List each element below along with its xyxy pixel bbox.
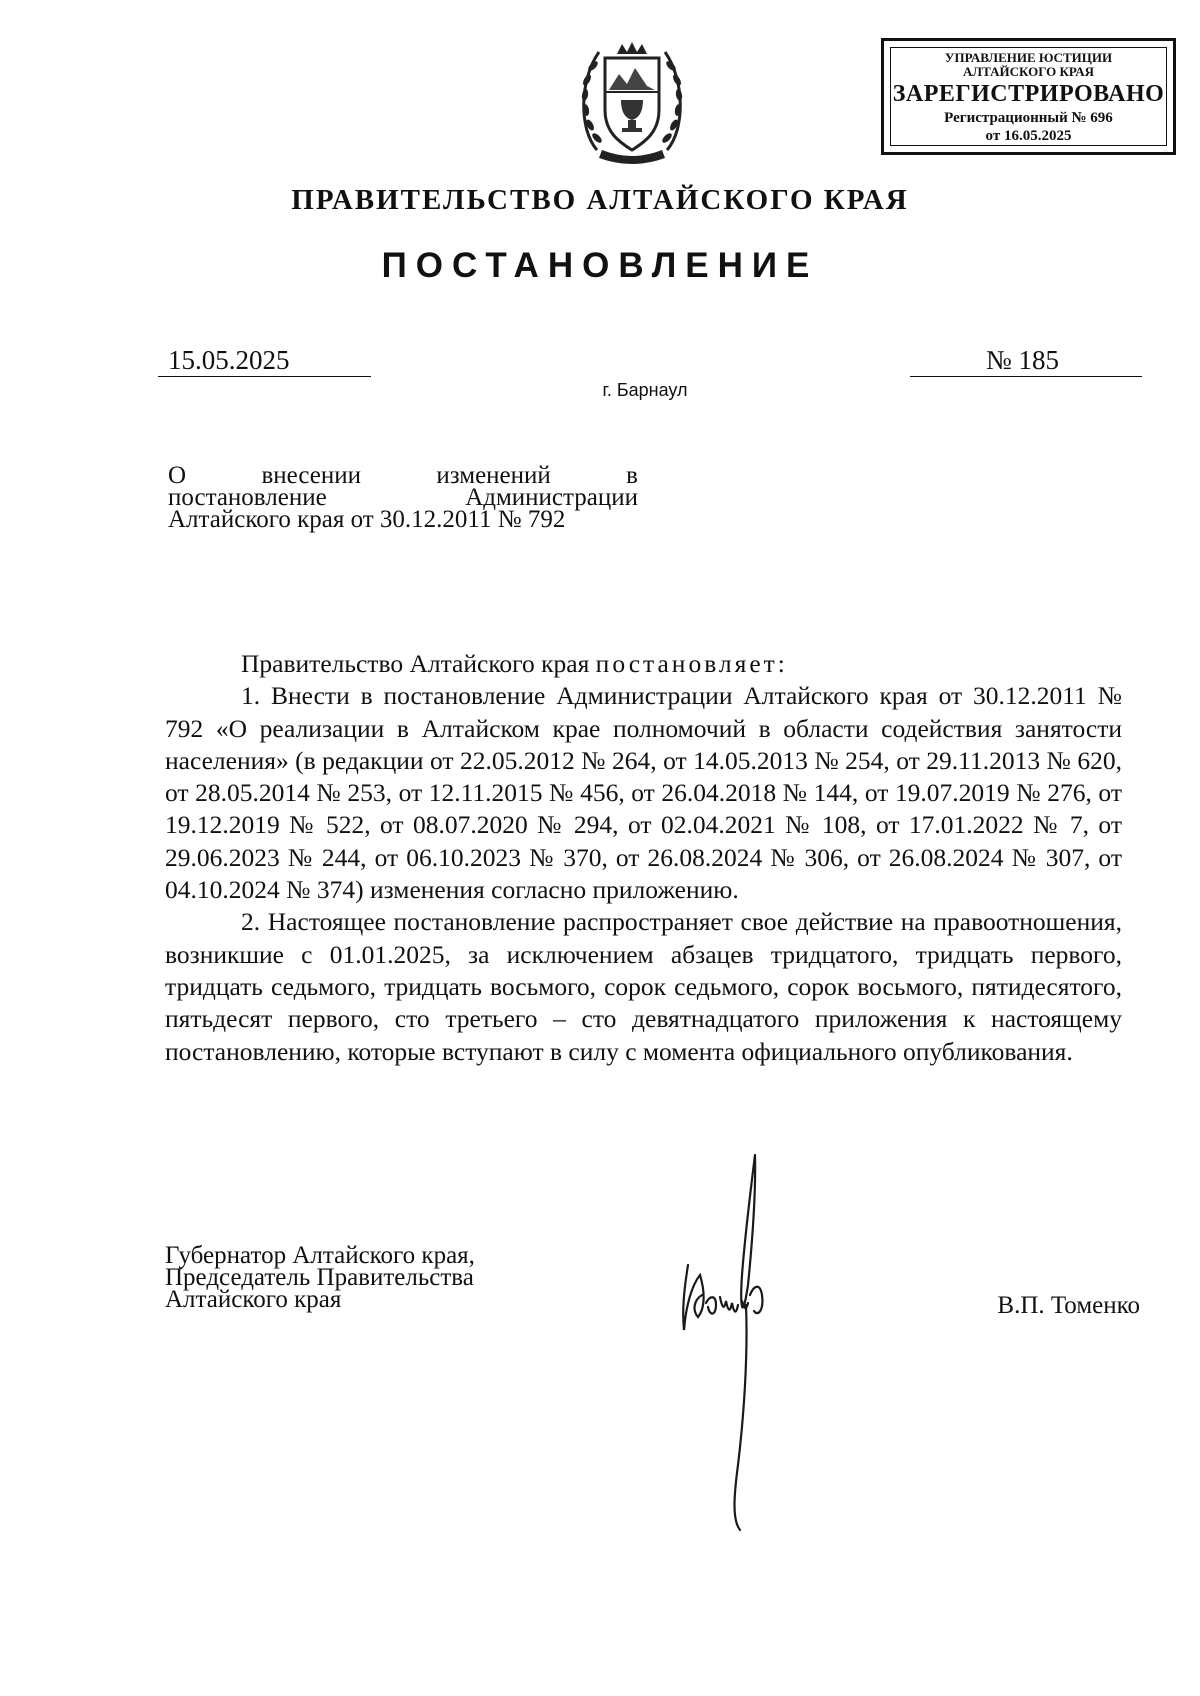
stamp-reg-number: Регистрационный № 696 bbox=[944, 110, 1113, 126]
subject-word: в bbox=[626, 462, 638, 489]
signer-title bbox=[165, 1242, 585, 1313]
subject-word: О bbox=[168, 462, 187, 489]
signer-name: В.П. Томенко bbox=[997, 1292, 1140, 1319]
stamp-authority-line1: УПРАВЛЕНИЕ ЮСТИЦИИ bbox=[944, 50, 1113, 65]
stamp-authority-line2: АЛТАЙСКОГО КРАЯ bbox=[963, 64, 1094, 79]
document-body bbox=[165, 648, 1122, 1068]
subject-word: внесении bbox=[261, 462, 361, 489]
stamp-reg-date: от 16.05.2025 bbox=[985, 128, 1072, 144]
document-number: № 185 bbox=[910, 344, 1142, 377]
body-paragraph-1: 1. Внести в постановление Администрации Алтайского края от 30.12.2011 № 792 «О реализации в Алтайском крае полномочий в области содействия занятости населения» (в редакции от 22.05.2012 № 264, от 14.05.2013 № 254, от 29.11.2013 № 620, от 28.05.2014 № 253, от 12.11.2015 № 456, от 26.04.2018 № 144, от 19.07.2019 № 276, от 19.12.2019 № 522, от 08.07.2020 № 294, от 02.04.2021 № 108, от 17.01.2022 № 7, от 29.06.2023 № 244, от 06.10.2023 № 370, от 26.08.2024 № 306, от 26.08.2024 № 307, от 04.10.2024 № 374) изменения согласно приложению. bbox=[165, 681, 1122, 905]
handwritten-signature bbox=[670, 1135, 800, 1535]
document-city: г. Барнаул bbox=[602, 380, 688, 400]
subject-word: изменений bbox=[436, 462, 551, 489]
registration-stamp-inner bbox=[890, 47, 1167, 146]
subject-word: постановление bbox=[168, 484, 327, 511]
signer-title-line1: Губернатор Алтайского края, bbox=[165, 1242, 475, 1269]
document-subject bbox=[168, 462, 638, 533]
body-intro bbox=[165, 648, 1122, 680]
signer-title-line3: Алтайского края bbox=[165, 1286, 342, 1313]
intro-decree-word: постановляет: bbox=[595, 649, 788, 678]
document-date: 15.05.2025 bbox=[158, 344, 371, 377]
document-type-title: ПОСТАНОВЛЕНИЕ bbox=[381, 246, 819, 285]
coat-of-arms-emblem bbox=[577, 40, 687, 165]
body-paragraph-2: 2. Настоящее постановление распространяет свое действие на правоотношения, возникшие с 01.01.2025, за исключением абзацев тридцатого, тридцать первого, тридцать седьмого, тридцать восьмого, сорок седьмого, сорок восьмого, пятидесятого, пятьдесят первого, сто третьего – сто девятнадцатого приложения к настоящему постановлению, которые вступают в силу с момента официального опубликования. bbox=[165, 907, 1122, 1066]
government-title: ПРАВИТЕЛЬСТВО АЛТАЙСКОГО КРАЯ bbox=[291, 184, 909, 216]
stamp-status: ЗАРЕГИСТРИРОВАНО bbox=[892, 81, 1165, 107]
intro-prefix: Правительство Алтайского края bbox=[241, 649, 596, 678]
signer-title-line2: Председатель Правительства bbox=[165, 1264, 474, 1291]
subject-word: Администрации bbox=[465, 484, 638, 511]
subject-line-3: Алтайского края от 30.12.2011 № 792 bbox=[168, 506, 566, 533]
registration-stamp bbox=[881, 38, 1176, 155]
